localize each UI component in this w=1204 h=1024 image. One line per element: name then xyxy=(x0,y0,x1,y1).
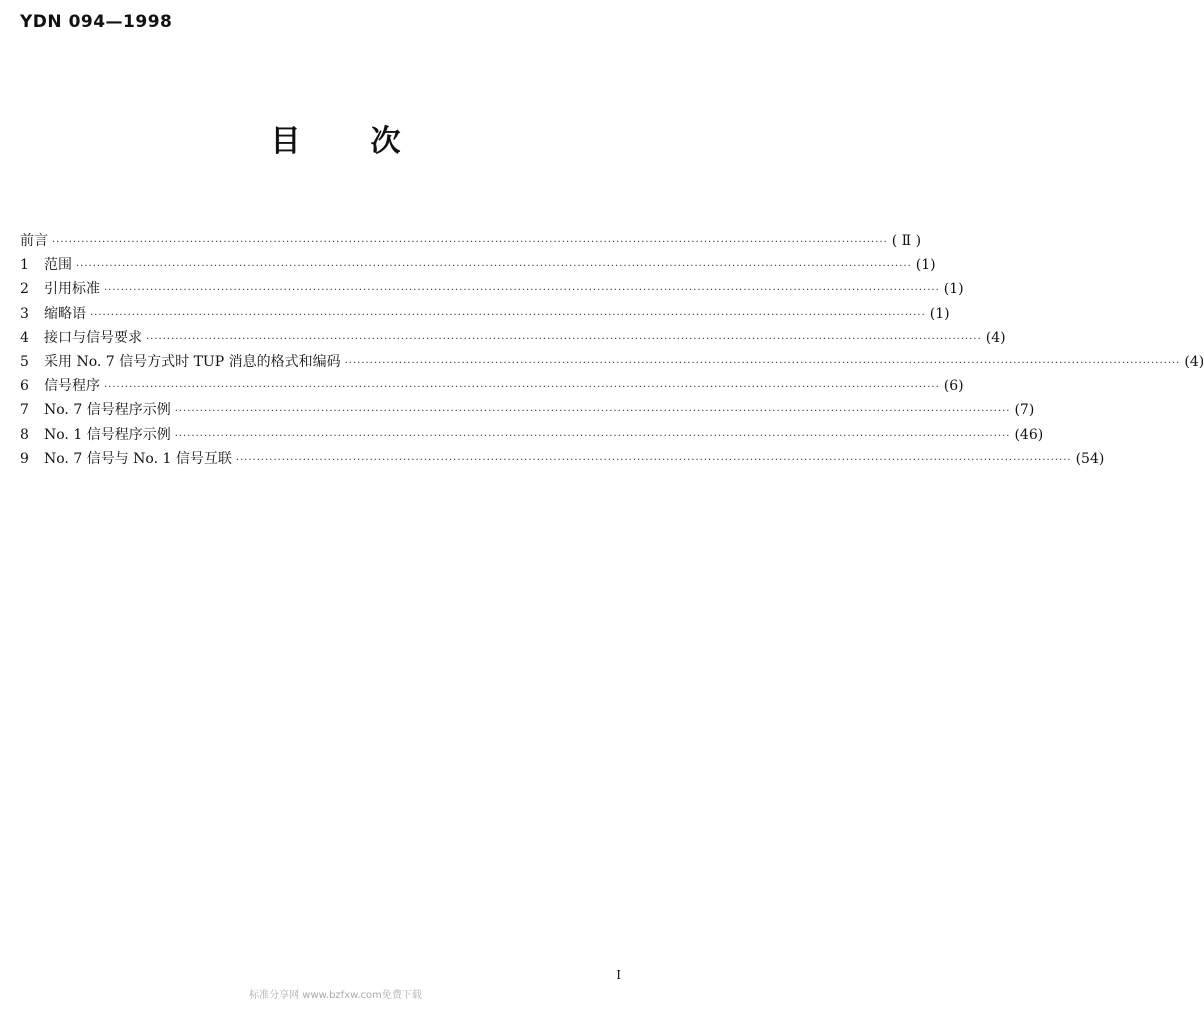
toc-entry-title: No. 7 信号与 No. 1 信号互联 xyxy=(44,450,232,467)
toc-entry-number: 8 xyxy=(20,426,29,443)
toc-entry-number: 9 xyxy=(20,450,29,467)
toc-entry-5[interactable] xyxy=(20,350,1204,374)
page-number: I xyxy=(616,968,621,982)
toc-entry-page: (1) xyxy=(915,257,936,274)
toc-entry-3[interactable] xyxy=(20,302,950,326)
toc-entry-number: 2 xyxy=(20,281,29,298)
title-char-2: 次 xyxy=(370,124,401,159)
leader-dots: ········································································································································································································ xyxy=(104,382,940,394)
toc-entry-title: 接口与信号要求 xyxy=(44,329,142,346)
toc-entry-7[interactable] xyxy=(20,398,1035,422)
toc-entry-title: 范围 xyxy=(44,257,72,274)
toc-entry-number: 3 xyxy=(20,305,29,322)
toc-entry-page: (7) xyxy=(1014,402,1035,419)
toc-entry-2[interactable] xyxy=(20,277,964,301)
toc-entry-title: 引用标准 xyxy=(44,281,100,298)
toc-entry-number: 5 xyxy=(20,353,29,370)
toc-entry-title: 信号程序 xyxy=(44,378,100,395)
toc-entry-preface[interactable] xyxy=(20,229,922,253)
watermark-text: 标准分享网 www.bzfxw.com免费下载 xyxy=(249,990,422,1001)
leader-dots: ········································································································································································································ xyxy=(174,406,1011,418)
page-title xyxy=(0,116,671,160)
leader-dots: ········································································································································································································ xyxy=(90,309,926,321)
leader-dots: ········································································································································································································ xyxy=(235,454,1072,466)
title-char-1: 目 xyxy=(270,124,301,159)
toc-entry-4[interactable] xyxy=(20,326,1006,350)
leader-dots: ········································································································································································································ xyxy=(174,430,1011,442)
toc-entry-number: 1 xyxy=(20,257,29,274)
toc-entry-title: 前言 xyxy=(20,233,48,249)
leader-dots: ········································································································································································································ xyxy=(344,357,1181,369)
leader-dots: ········································································································································································································ xyxy=(146,333,982,345)
toc-entry-number: 4 xyxy=(20,329,29,346)
toc-entry-page: ( Ⅱ ) xyxy=(891,233,922,249)
toc-entry-page: (46) xyxy=(1014,426,1044,443)
toc-entry-page: (4) xyxy=(1184,353,1204,370)
toc-entry-title: 缩略语 xyxy=(44,305,86,322)
toc-entry-page: (1) xyxy=(929,305,950,322)
toc-entry-1[interactable] xyxy=(20,253,936,277)
toc-entry-page: (54) xyxy=(1075,450,1105,467)
leader-dots: ········································································································································································································ xyxy=(104,285,940,297)
table-of-contents xyxy=(20,229,1204,471)
toc-entry-number: 7 xyxy=(20,402,29,419)
document-id: YDN 094—1998 xyxy=(20,12,173,32)
leader-dots: ········································································································································································································ xyxy=(52,237,888,248)
toc-entry-title: No. 1 信号程序示例 xyxy=(44,426,171,443)
toc-entry-page: (6) xyxy=(943,378,964,395)
toc-entry-page: (4) xyxy=(985,329,1006,346)
toc-entry-title: No. 7 信号程序示例 xyxy=(44,402,171,419)
toc-entry-9[interactable] xyxy=(20,447,1105,471)
toc-entry-8[interactable] xyxy=(20,423,1044,447)
toc-entry-number: 6 xyxy=(20,378,29,395)
leader-dots: ········································································································································································································ xyxy=(76,261,912,273)
toc-entry-page: (1) xyxy=(943,281,964,298)
toc-entry-6[interactable] xyxy=(20,374,964,398)
toc-entry-title: 采用 No. 7 信号方式时 TUP 消息的格式和编码 xyxy=(44,353,341,370)
